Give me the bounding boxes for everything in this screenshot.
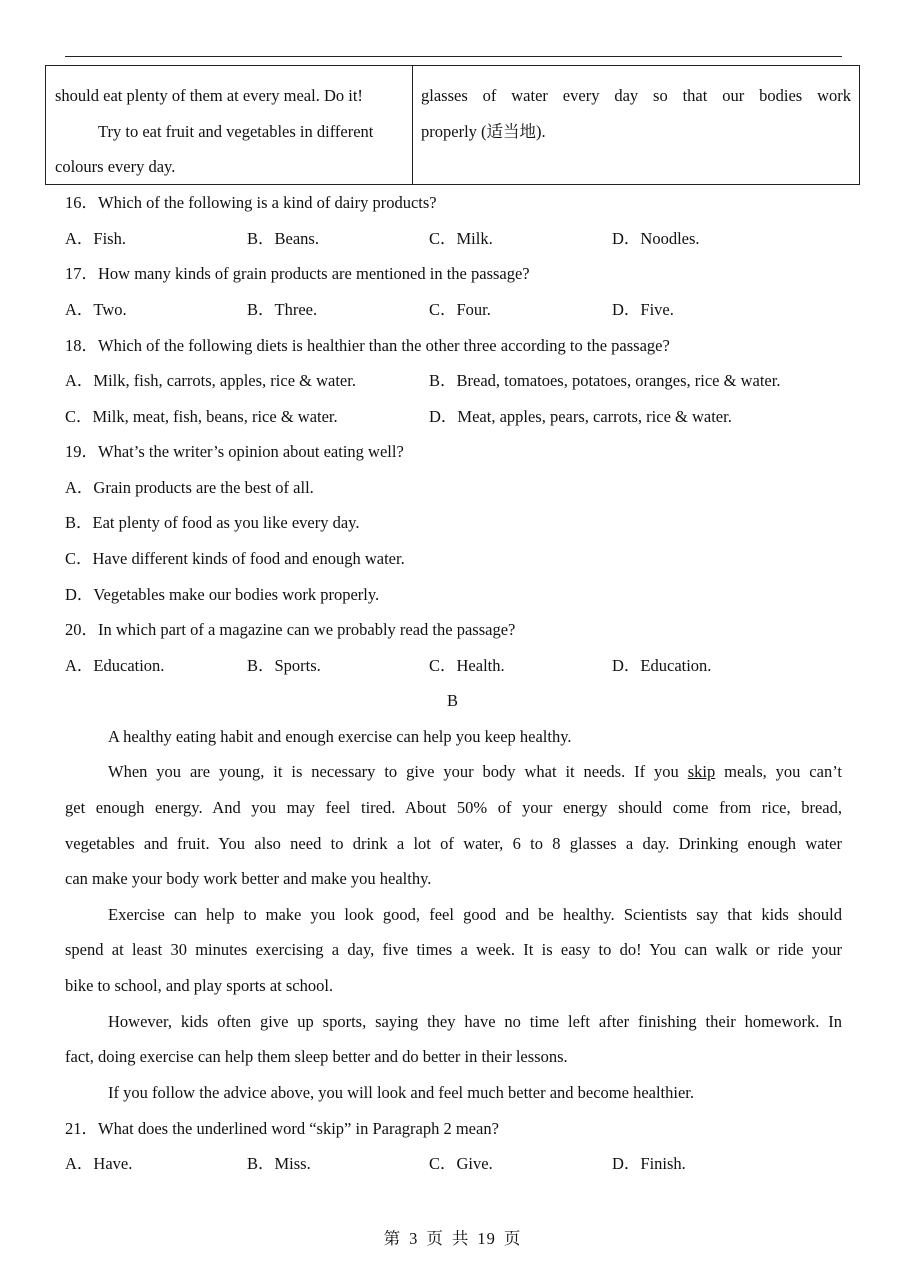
- q20-option-d[interactable]: D．Education.: [612, 656, 712, 675]
- section-b-paragraph-3-line-2: spend at least 30 minutes exercising a day, five times a week. It is easy to do! You can walk or ride your: [65, 940, 842, 959]
- q17-option-c[interactable]: C．Four.: [429, 300, 491, 319]
- table-cell-left: [46, 66, 413, 184]
- table-right-line-2: properly (适当地).: [421, 121, 546, 141]
- section-b-paragraph-4-line-2: fact, doing exercise can help them sleep better and do better in their lessons.: [65, 1047, 568, 1066]
- q19-option-d[interactable]: D．Vegetables make our bodies work properly.: [65, 585, 380, 604]
- q21-option-a[interactable]: A．Have.: [65, 1154, 133, 1173]
- section-b-paragraph-2-line-3: vegetables and fruit. You also need to drink a lot of water, 6 to 8 glasses a day. Drinking enough water: [65, 834, 842, 853]
- q17-option-b[interactable]: B．Three.: [247, 300, 318, 319]
- q18-option-b[interactable]: B．Bread, tomatoes, potatoes, oranges, rice & water.: [429, 371, 781, 390]
- section-b-paragraph-2-line-1: [108, 762, 842, 782]
- q20-option-b[interactable]: B．Sports.: [247, 656, 321, 675]
- q18-option-c[interactable]: C．Milk, meat, fish, beans, rice & water.: [65, 407, 338, 426]
- section-b-paragraph-2-line-2: get enough energy. And you may feel tired. About 50% of your energy should come from rice, bread,: [65, 798, 842, 817]
- table-left-line-3: colours every day.: [55, 157, 176, 176]
- footer-page-number: 3: [409, 1229, 419, 1248]
- p2-text-before: When you are young, it is necessary to give your body what it needs. If you: [108, 762, 688, 781]
- footer-gong: 共: [451, 1229, 470, 1248]
- q19-option-b[interactable]: B．Eat plenty of food as you like every day.: [65, 513, 360, 532]
- question-18-stem: 18．Which of the following diets is healthier than the other three according to the passage?: [65, 336, 670, 355]
- q16-option-b[interactable]: B．Beans.: [247, 229, 319, 248]
- q18-option-a[interactable]: A．Milk, fish, carrots, apples, rice & water.: [65, 371, 356, 390]
- q17-option-d[interactable]: D．Five.: [612, 300, 674, 319]
- q21-option-d[interactable]: D．Finish.: [612, 1154, 686, 1173]
- table-left-line-2: Try to eat fruit and vegetables in different: [98, 121, 374, 141]
- section-b-paragraph-2-line-4: can make your body work better and make you healthy.: [65, 869, 432, 888]
- q20-option-a[interactable]: A．Education.: [65, 656, 165, 675]
- q18-option-d[interactable]: D．Meat, apples, pears, carrots, rice & water.: [429, 407, 732, 426]
- footer-ye-2: 页: [503, 1229, 522, 1248]
- question-20-stem: 20．In which part of a magazine can we probably read the passage?: [65, 620, 516, 639]
- table-right-line-1: glasses of water every day so that our bodies work: [421, 86, 851, 105]
- p2-text-after: meals, you can’t: [715, 762, 842, 781]
- q16-option-a[interactable]: A．Fish.: [65, 229, 126, 248]
- q21-option-c[interactable]: C．Give.: [429, 1154, 493, 1173]
- question-19-stem: 19．What’s the writer’s opinion about eating well?: [65, 442, 404, 461]
- question-17-stem: 17．How many kinds of grain products are mentioned in the passage?: [65, 264, 530, 283]
- q20-option-c[interactable]: C．Health.: [429, 656, 505, 675]
- question-16-stem: 16．Which of the following is a kind of dairy products?: [65, 193, 437, 212]
- passage-table: [45, 65, 860, 185]
- underlined-word-skip: skip: [687, 762, 716, 781]
- table-cell-right: [413, 66, 859, 184]
- section-b-heading: B: [446, 691, 458, 710]
- footer-di: 第: [383, 1229, 402, 1248]
- q16-option-d[interactable]: D．Noodles.: [612, 229, 700, 248]
- section-b-paragraph-5: If you follow the advice above, you will look and feel much better and become healthier.: [108, 1083, 695, 1102]
- table-left-line-1: should eat plenty of them at every meal. Do it!: [55, 86, 363, 105]
- section-b-paragraph-4-line-1: However, kids often give up sports, saying they have no time left after finishing their homework. In: [108, 1012, 842, 1031]
- q16-option-c[interactable]: C．Milk.: [429, 229, 493, 248]
- question-21-stem: 21．What does the underlined word “skip” in Paragraph 2 mean?: [65, 1119, 499, 1138]
- q19-option-c[interactable]: C．Have different kinds of food and enough water.: [65, 549, 405, 568]
- section-b-paragraph-1: A healthy eating habit and enough exercise can help you keep healthy.: [108, 727, 572, 746]
- header-rule: [65, 56, 842, 57]
- q19-option-a[interactable]: A．Grain products are the best of all.: [65, 478, 314, 497]
- q17-option-a[interactable]: A．Two.: [65, 300, 127, 319]
- page-footer: [0, 1225, 905, 1249]
- footer-total-pages: 19: [477, 1229, 496, 1248]
- section-b-paragraph-3-line-3: bike to school, and play sports at school.: [65, 976, 334, 995]
- section-b-paragraph-3-line-1: Exercise can help to make you look good, feel good and be healthy. Scientists say that kids should: [108, 905, 842, 924]
- footer-ye: 页: [426, 1229, 444, 1248]
- q21-option-b[interactable]: B．Miss.: [247, 1154, 311, 1173]
